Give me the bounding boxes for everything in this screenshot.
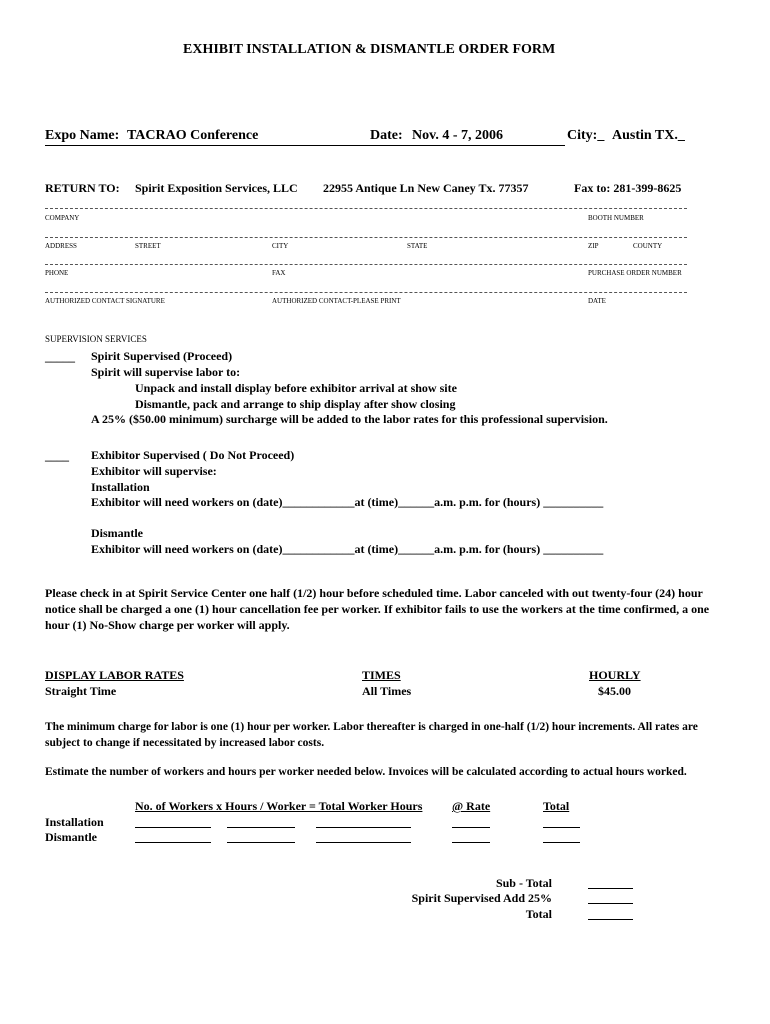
expo-city-value[interactable]: Austin TX._ (612, 128, 685, 143)
estimate-header-total: Total (543, 799, 570, 813)
rates-header-times: TIMES (362, 668, 401, 682)
install-hours-input[interactable] (227, 827, 295, 828)
estimate-row-installation: Installation (45, 815, 104, 829)
company-line[interactable] (45, 208, 687, 209)
phone-line[interactable] (45, 264, 687, 265)
auth-signature-caption: AUTHORIZED CONTACT SIGNATURE (45, 297, 165, 305)
estimate-header-rate: @ Rate (452, 799, 491, 813)
expo-name-underline (45, 145, 355, 146)
return-to-fax: Fax to: 281-399-8625 (574, 181, 682, 195)
install-workers-input[interactable] (135, 827, 211, 828)
expo-name-value[interactable]: TACRAO Conference (127, 128, 259, 143)
po-number-caption: PURCHASE ORDER NUMBER (588, 269, 682, 277)
expo-date-label: Date: (370, 128, 403, 143)
spirit-add-label: Spirit Supervised Add 25% (411, 891, 552, 905)
dismantle-workers-input[interactable] (135, 842, 211, 843)
booth-number-caption: BOOTH NUMBER (588, 214, 644, 222)
spirit-add-input[interactable] (588, 903, 633, 904)
expo-date-underline (355, 145, 565, 146)
dismantle-total-hours-input[interactable] (316, 842, 411, 843)
return-to-address: 22955 Antique Ln New Caney Tx. 77357 (323, 181, 529, 195)
install-rate-input[interactable] (452, 827, 490, 828)
expo-city-label: City:_ (567, 128, 605, 143)
street-caption: STREET (135, 242, 161, 250)
zip-caption: ZIP (588, 242, 599, 250)
rate-type: Straight Time (45, 684, 117, 698)
rate-times: All Times (362, 684, 412, 698)
installation-schedule-line[interactable]: Exhibitor will need workers on (date)____________at (time)______a.m. p.m. for (hours) __________ (91, 495, 604, 509)
estimate-note: Estimate the number of workers and hours per worker needed below. Invoices will be calculated according to actual hours worked. (45, 766, 687, 778)
subtotal-input[interactable] (588, 888, 633, 889)
checkin-note: Please check in at Spirit Service Center one half (1/2) hour before scheduled time. Labor canceled with out twenty-four (24) hour notice shall be charged a one (1) hour cancellation fee per worker. If exhibitor fails to use the workers at the time confirmed, a one hour (1) No-Show charge per worker will apply. (45, 586, 710, 632)
rates-header-hourly: HOURLY (589, 668, 641, 682)
county-caption: COUNTY (633, 242, 663, 250)
estimate-header-formula: No. of Workers x Hours / Worker = Total Worker Hours (135, 799, 423, 813)
form-title: EXHIBIT INSTALLATION & DISMANTLE ORDER FORM (183, 42, 556, 57)
company-caption: COMPANY (45, 214, 80, 222)
fax-caption: FAX (272, 269, 286, 277)
spirit-line-4: A 25% ($50.00 minimum) surcharge will be added to the labor rates for this professional supervision. (91, 412, 608, 426)
spirit-line-2: Unpack and install display before exhibitor arrival at show site (135, 381, 457, 395)
dismantle-rate-input[interactable] (452, 842, 490, 843)
spirit-supervised-title: Spirit Supervised (Proceed) (91, 349, 233, 363)
supervision-heading: SUPERVISION SERVICES (45, 334, 147, 344)
spirit-supervised-checkbox[interactable]: _____ (45, 350, 75, 364)
exhibitor-supervised-title: Exhibitor Supervised ( Do Not Proceed) (91, 448, 295, 462)
city-caption: CITY (272, 242, 289, 250)
return-to-company: Spirit Exposition Services, LLC (135, 181, 298, 195)
installation-label: Installation (91, 480, 150, 494)
dismantle-hours-input[interactable] (227, 842, 295, 843)
signature-line[interactable] (45, 292, 687, 293)
state-caption: STATE (407, 242, 428, 250)
expo-date-value[interactable]: Nov. 4 - 7, 2006 (412, 128, 503, 143)
phone-caption: PHONE (45, 269, 69, 277)
address-caption: ADDRESS (45, 242, 77, 250)
dismantle-schedule-line[interactable]: Exhibitor will need workers on (date)____________at (time)______a.m. p.m. for (hours) __________ (91, 542, 604, 556)
return-to-label: RETURN TO: (45, 181, 120, 195)
total-input[interactable] (588, 919, 633, 920)
date-caption: DATE (588, 297, 606, 305)
min-charge-note: The minimum charge for labor is one (1) hour per worker. Labor thereafter is charged in one-half (1/2) hour increments. All rates are subject to change if necessitated by increased labor costs. (45, 721, 698, 749)
exhibitor-supervised-checkbox[interactable]: ____ (45, 449, 69, 463)
rates-header-type: DISPLAY LABOR RATES (45, 668, 184, 682)
install-total-input[interactable] (543, 827, 580, 828)
rate-hourly: $45.00 (598, 684, 631, 698)
total-label: Total (525, 907, 552, 921)
dismantle-label: Dismantle (91, 526, 143, 540)
exhibitor-line-1: Exhibitor will supervise: (91, 464, 217, 478)
spirit-line-3: Dismantle, pack and arrange to ship display after show closing (135, 397, 456, 411)
estimate-row-dismantle: Dismantle (45, 830, 97, 844)
subtotal-label: Sub - Total (495, 876, 552, 890)
install-total-hours-input[interactable] (316, 827, 411, 828)
spirit-line-1: Spirit will supervise labor to: (91, 365, 241, 379)
address-line[interactable] (45, 237, 687, 238)
dismantle-total-input[interactable] (543, 842, 580, 843)
auth-print-caption: AUTHORIZED CONTACT-PLEASE PRINT (272, 297, 401, 305)
expo-name-label: Expo Name: (45, 128, 120, 143)
